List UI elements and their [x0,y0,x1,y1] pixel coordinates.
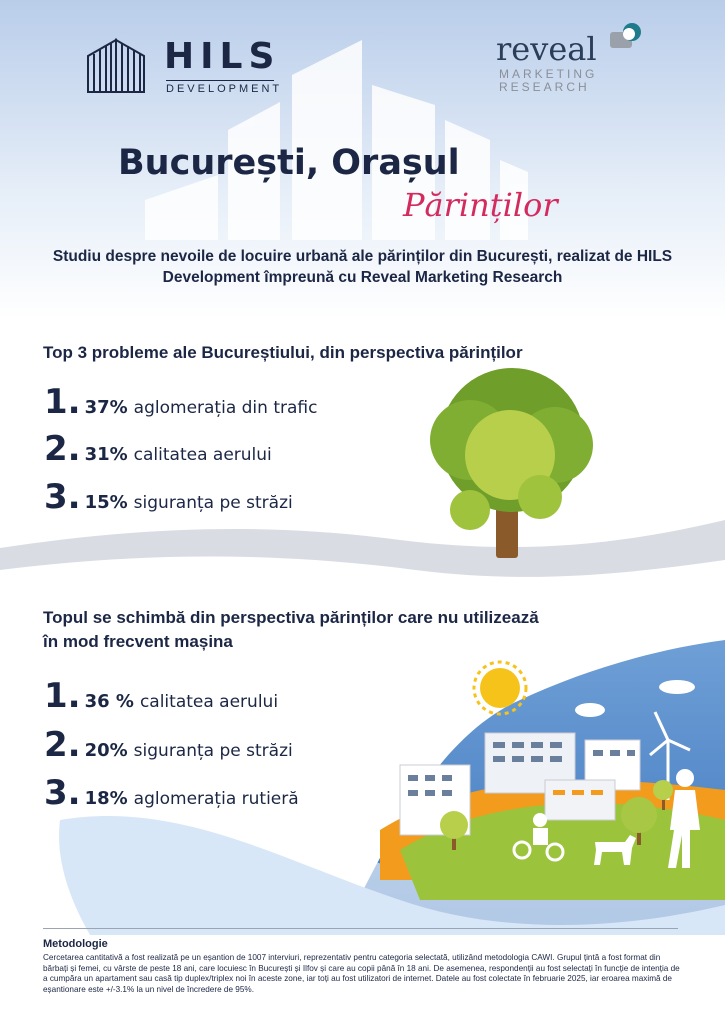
section1-title: Top 3 probleme ale Bucureștiului, din perspectiva părinților [43,343,523,362]
rank-percentage: 18% [84,788,128,809]
methodology-text: Cercetarea cantitativă a fost realizată pe un eșantion de 1007 interviuri, reprezentativ pentru categoria selectată, utilizând metodologia CAWI. Grupul țintă a fost format din bărbați și femei, cu vârste de peste 18 ani, care locuiesc în București și Ilfov și care au copii până în 18 ani. De asemenea, respondenții au fost selectați în funcție de intenția de a cumpăra un apartament sau casă tip duplex/triplex noi în aceste zone, iar toți au fost utilizatori de internet. Datele au fost colectate în februarie 2025, iar eroarea maximă de eșantionare este +/-3.1% la un nivel de încredere de 95%. [43,953,680,994]
reveal-speech-icon [608,22,644,52]
rank-number: 1. [44,676,81,716]
rank-label: calitatea aerului [133,445,272,465]
rank-number: 3. [44,477,81,517]
rank-percentage: 20% [84,740,128,761]
page-title: București, Orașul [118,143,460,183]
reveal-wordmark: reveal [496,30,597,68]
section1-item-2 [44,429,272,469]
section2-item-3 [44,773,299,813]
methodology-block [43,938,683,995]
rank-percentage: 36 % [84,691,134,712]
methodology-title: Metodologie [43,938,108,950]
rank-label: aglomerația rutieră [133,789,299,809]
hils-development-logo [82,32,282,102]
rank-label: siguranța pe străzi [133,493,293,513]
reveal-marketing-logo [496,22,656,102]
page-subtitle: Studiu despre nevoile de locuire urbană ale părinților din București, realizat de HILS Development împreună cu Reveal Marketing Research [52,248,673,286]
rank-percentage: 15% [84,492,128,513]
section2-item-2 [44,725,293,765]
section1-item-3 [44,477,293,517]
section2-item-1 [44,676,278,716]
rank-label: calitatea aerului [139,692,279,712]
hils-building-icon [82,34,154,98]
hils-subtitle: DEVELOPMENT [166,80,274,95]
rank-percentage: 37% [84,397,128,418]
reveal-subtitle: MARKETING RESEARCH [499,67,598,94]
rank-label: aglomerația din trafic [133,398,318,418]
section2-title: Topul se schimbă din perspectiva părinților care nu utilizează în mod frecvent mașina [43,608,539,651]
rank-number: 2. [44,429,81,469]
rank-percentage: 31% [84,444,128,465]
rank-number: 2. [44,725,81,765]
page-title-accent: Părinților [403,186,558,224]
rank-number: 3. [44,773,81,813]
wave-divider [0,520,725,577]
rank-number: 1. [44,382,81,422]
rank-label: siguranța pe străzi [133,741,293,761]
section1-item-1 [44,382,317,422]
methodology-divider [43,928,678,929]
hils-wordmark: HILS [164,36,281,77]
tree-illustration [430,368,593,558]
